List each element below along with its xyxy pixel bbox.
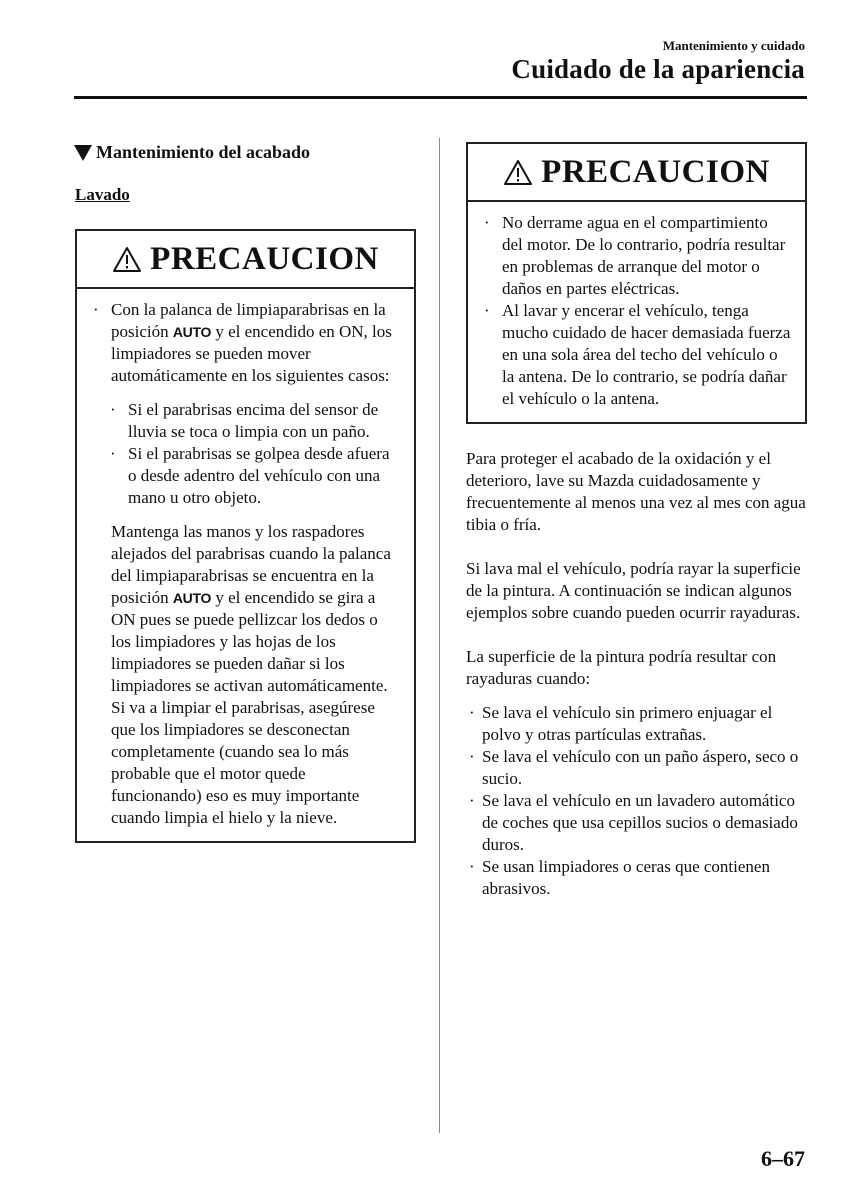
subheading-lavado: Lavado	[75, 185, 130, 204]
caution-subitem: · Si el parabrisas se golpea desde afuera o desde adentro del vehículo con una mano u otro objeto.	[110, 444, 390, 507]
triangle-marker-icon	[74, 145, 92, 161]
bullet-dot: ·	[110, 444, 116, 463]
list-item: · Se lava el vehículo sin primero enjuagar el polvo y otras partículas extrañas.	[469, 703, 773, 744]
caution-title: PRECAUCION	[150, 240, 379, 277]
list-item: · Se lava el vehículo en un lavadero automático de coches que usa cepillos sucios o demasiado duros.	[469, 791, 798, 854]
bullet-dot: ·	[484, 301, 490, 320]
page-number: 6–67	[761, 1146, 805, 1171]
caution-bullet: · Al lavar y encerar el vehículo, tenga mucho cuidado de hacer demasiada fuerza en una sola área del techo del vehículo o la antena. De lo contrario, se podría dañar el vehículo o la antena.	[484, 301, 791, 408]
caution-paragraph: Si va a limpiar el parabrisas, asegúrese que los limpiadores se desconectan completamente (cuando sea lo más probable que el motor quede funcionando) eso es muy importante cuando limpia el hielo y la nieve.	[111, 698, 375, 827]
page-title: Cuidado de la apariencia	[511, 54, 805, 84]
bullet-dot: ·	[469, 747, 475, 766]
list-item: · Se usan limpiadores o ceras que contienen abrasivos.	[469, 857, 770, 898]
left-column	[75, 140, 416, 843]
bullet-dot: ·	[110, 400, 116, 419]
caution-header	[77, 231, 414, 289]
section-heading	[75, 142, 416, 163]
caution-title: PRECAUCION	[541, 153, 770, 190]
caution-header	[468, 144, 805, 202]
caution-box-right	[466, 142, 807, 424]
caution-paragraph: Mantenga las manos y los raspadores alejados del parabrisas cuando la palanca del limpiaparabrisas se encuentra en la posición AUTO y el encendido se gira a ON pues se puede pellizcar los dedos o los limpiadores y las hojas de los limpiadores se pueden dañar si los limpiadores se activan automáticamente.	[111, 522, 391, 695]
header-section-label: Mantenimiento y cuidado	[662, 38, 805, 53]
bullet-dot: ·	[469, 703, 475, 722]
caution-body	[468, 202, 805, 422]
auto-position-label: AUTO	[172, 324, 212, 340]
bullet-dot: ·	[469, 791, 475, 810]
bullet-dot: ·	[469, 857, 475, 876]
body-paragraph: Si lava mal el vehículo, podría rayar la superficie de la pintura. A continuación se indican algunos ejemplos sobre cuando pueden ocurrir rayaduras.	[466, 559, 801, 622]
caution-bullet: · No derrame agua en el compartimiento del motor. De lo contrario, podría resultar en problemas de arranque del motor o daños en partes eléctricas.	[484, 213, 786, 298]
scratch-causes-list	[466, 702, 807, 900]
caution-box-left	[75, 229, 416, 843]
caution-body	[77, 289, 414, 841]
caution-subitem: · Si el parabrisas encima del sensor de lluvia se toca o limpia con un paño.	[110, 400, 379, 441]
bullet-dot: ·	[93, 300, 99, 319]
bullet-dot: ·	[484, 213, 490, 232]
column-divider	[439, 138, 440, 1133]
section-heading-text: Mantenimiento del acabado	[96, 142, 310, 162]
right-column	[466, 140, 807, 900]
caution-bullet: · Con la palanca de limpiaparabrisas en la posición AUTO y el encendido en ON, los limpiadores se pueden mover automáticamente en los siguientes casos:	[93, 300, 392, 385]
body-paragraph: Para proteger el acabado de la oxidación y el deterioro, lave su Mazda cuidadosamente y frecuentemente al menos una vez al mes con agua tibia o fría.	[466, 449, 806, 534]
list-item: · Se lava el vehículo con un paño áspero, seco o sucio.	[469, 747, 799, 788]
header-rule	[74, 96, 807, 99]
auto-position-label: AUTO	[172, 590, 212, 606]
warning-triangle-icon	[112, 246, 142, 273]
body-paragraph: La superficie de la pintura podría resultar con rayaduras cuando:	[466, 647, 777, 688]
warning-triangle-icon	[503, 159, 533, 186]
